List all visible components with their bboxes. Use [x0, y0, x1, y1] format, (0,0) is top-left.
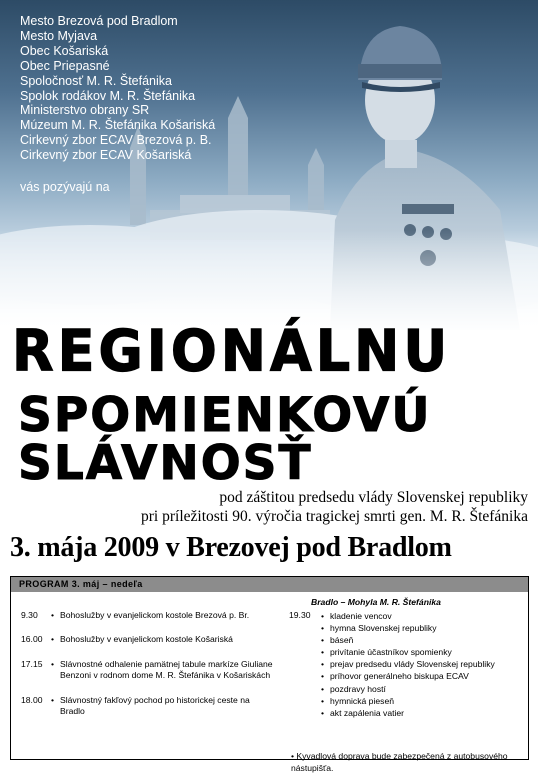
event-date-location: 3. mája 2009 v Brezovej pod Bradlom [10, 531, 452, 563]
bullet-icon: • [51, 659, 55, 669]
organizer-item: Múzeum M. R. Štefánika Košariská [20, 118, 216, 133]
program-item-time: 17.15 [21, 659, 43, 669]
program-bradlo-list [321, 610, 495, 719]
program-location-heading: Bradlo – Mohyla M. R. Štefánika [311, 597, 441, 607]
program-item-text: Slávnostné odhalenie pamätnej tabule markíze Giuliane Benzoni v rodnom dome M. R. Štefánika v Košariskách [60, 659, 273, 681]
program-box [10, 576, 529, 773]
program-item-time: 18.00 [21, 695, 43, 705]
title-line-3: SLÁVNOSŤ [18, 436, 313, 491]
organizer-item: Mesto Myjava [20, 28, 98, 43]
list-item: • hymna Slovenskej republiky [321, 622, 495, 634]
organizer-item: Cirkevný zbor ECAV Brezová p. B. [20, 133, 212, 148]
bullet-icon: • [51, 695, 55, 705]
organizer-item: Obec Priepasné [20, 58, 110, 73]
list-item: • hymnická pieseň [321, 695, 495, 707]
organizer-item: Cirkevný zbor ECAV Košariská [20, 148, 192, 163]
title-line-1: REGIONÁLNU [12, 318, 452, 385]
transport-note: • Kyvadlová doprava bude zabezpečená z autobusového nástupišťa. [291, 751, 508, 773]
program-item-text: Slávnostný fakľový pochod po historickej ceste na Bradlo [60, 695, 250, 717]
program-item-time: 16.00 [21, 634, 43, 644]
program-item-time: 19.30 [289, 610, 311, 620]
list-item: • kladenie vencov [321, 610, 495, 622]
subtitle-line-1: pod záštitou predsedu vlády Slovenskej republiky [219, 489, 528, 506]
organizer-list [20, 14, 215, 163]
subtitle-line-2: pri príležitosti 90. výročia tragickej smrti gen. M. R. Štefánika [141, 508, 528, 525]
program-item-text: Bohoslužby v evanjelickom kostole Brezová p. Br. [60, 610, 250, 620]
list-item: • príhovor generálneho biskupa ECAV [321, 670, 495, 682]
title-line-2: SPOMIENKOVÚ [18, 388, 432, 443]
organizer-item: Obec Košariská [20, 43, 109, 58]
organizer-item: Spolok rodákov M. R. Štefánika [20, 88, 196, 103]
organizer-item: Spoločnosť M. R. Štefánika [20, 73, 172, 88]
program-item-text: Bohoslužby v evanjelickom kostole Košariská [60, 634, 233, 644]
bullet-icon: • [51, 634, 55, 644]
list-item: • pozdravy hostí [321, 683, 495, 695]
list-item: • akt zapálenia vatier [321, 707, 495, 719]
bullet-icon: • [51, 610, 55, 620]
hero-image [0, 0, 538, 330]
program-item-time: 9.30 [21, 610, 38, 620]
organizer-item: Ministerstvo obrany SR [20, 103, 150, 118]
organizer-item: Mesto Brezová pod Bradlom [20, 14, 178, 28]
invite-text: vás pozývajú na [20, 180, 110, 194]
list-item: • privítanie účastníkov spomienky [321, 646, 495, 658]
list-item: • prejav predsedu vlády Slovenskej republiky [321, 658, 495, 670]
list-item: • báseň [321, 634, 495, 646]
program-header: PROGRAM 3. máj – nedeľa [11, 577, 528, 592]
